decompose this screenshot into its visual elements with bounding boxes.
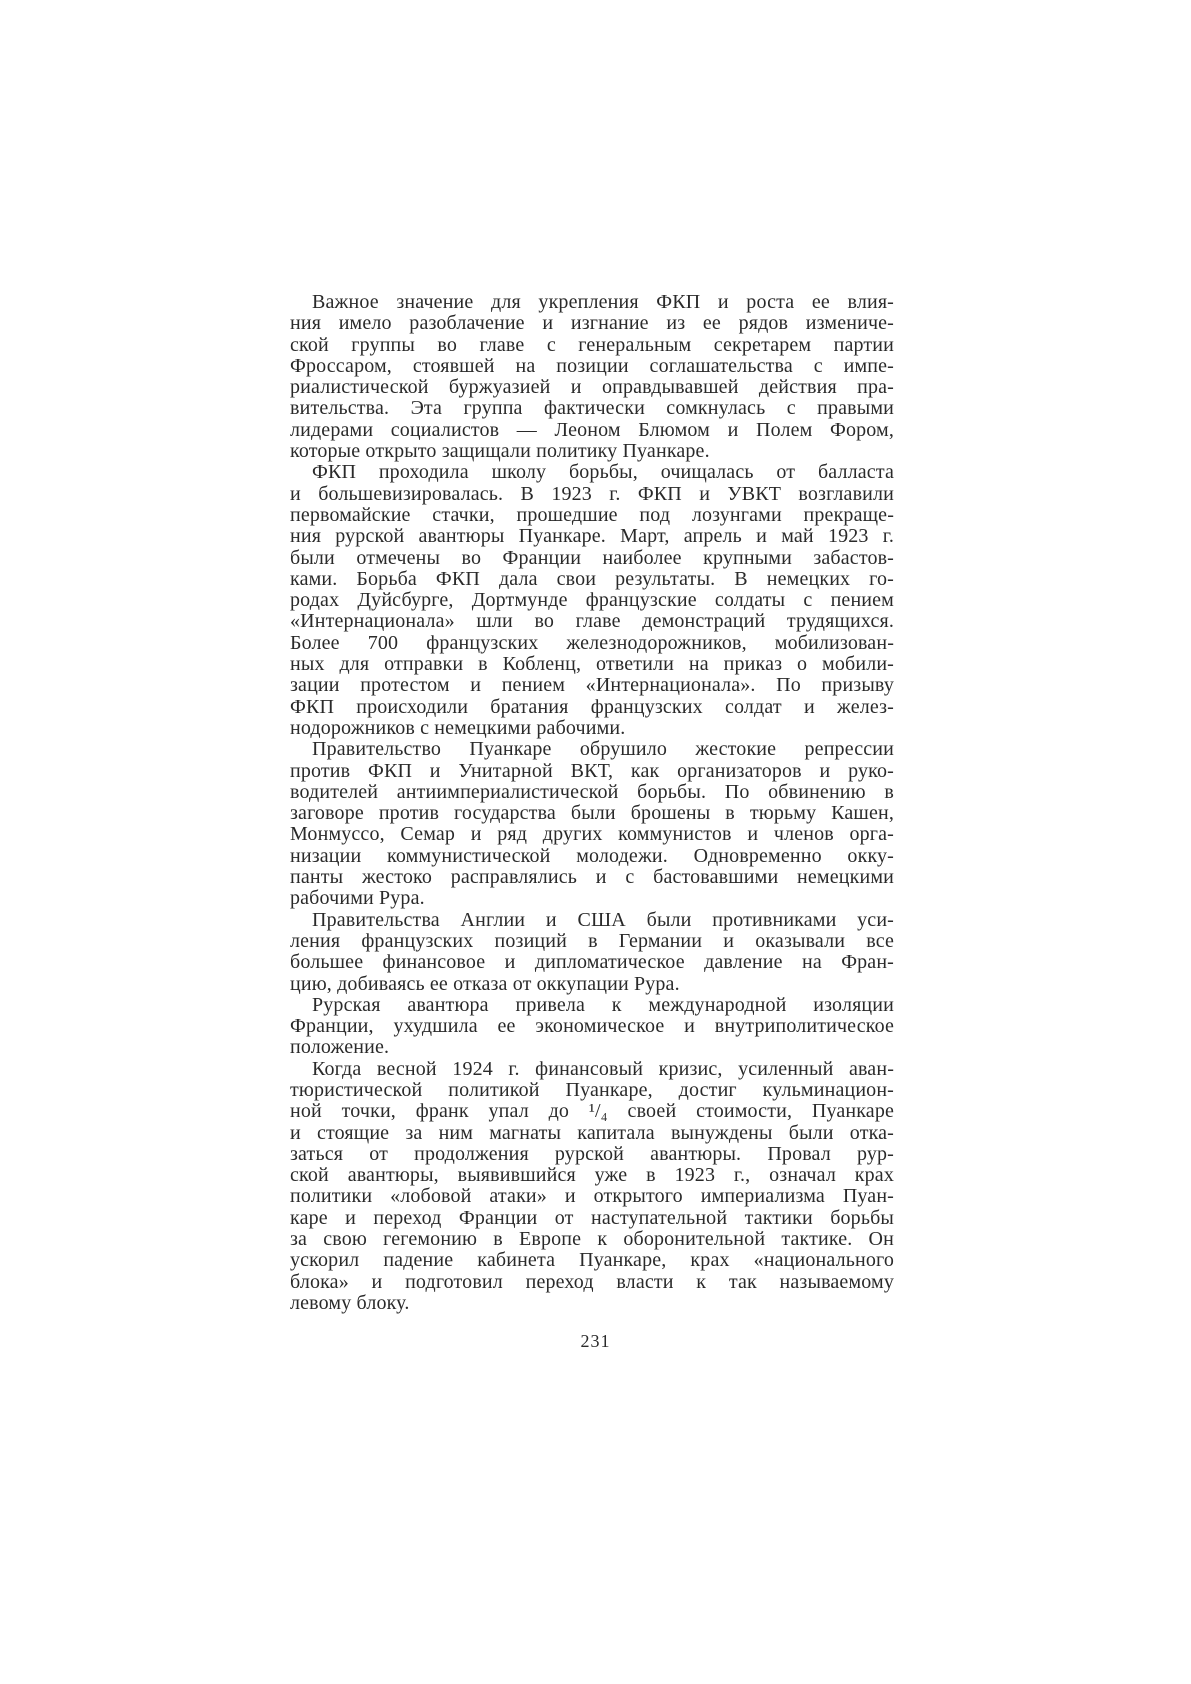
text-line: Фроссаром, стоявшей на позиции соглашательства с импе-: [290, 355, 894, 377]
paragraph: [290, 995, 894, 1059]
text-line: ления французских позиций в Германии и оказывали все: [290, 930, 894, 952]
text-line: большее финансовое и дипломатическое давление на Фран-: [290, 952, 894, 974]
text-line: зации протестом и пением «Интернационала». По призыву: [290, 675, 894, 697]
text-line: риалистической буржуазией и оправдывавшей действия пра-: [290, 377, 894, 399]
text-line: ния имело разоблачение и изгнание из ее рядов измениче-: [290, 313, 894, 335]
text-line: ФКП происходили братания французских солдат и желез-: [290, 696, 894, 718]
text-line: Правительства Англии и США были противниками уси-: [312, 909, 894, 931]
text-line: заться от продолжения рурской авантюры. Провал рур-: [290, 1143, 894, 1165]
text-line: лидерами социалистов — Леоном Блюмом и Полем Фором,: [290, 419, 894, 441]
text-line: нодорожников с немецкими рабочими.: [290, 717, 626, 739]
text-line: каре и переход Франции от наступательной тактики борьбы: [290, 1207, 894, 1229]
text-line: ния рурской авантюры Пуанкаре. Март, апрель и май 1923 г.: [290, 526, 894, 548]
text-line: которые открыто защищали политику Пуанкаре.: [290, 441, 710, 463]
text-line: ФКП проходила школу борьбы, очищалась от балласта: [312, 462, 894, 484]
text-line: рабочими Рура.: [290, 888, 425, 910]
text-line: Правительство Пуанкаре обрушило жестокие репрессии: [312, 739, 894, 761]
text-line: ных для отправки в Кобленц, ответили на приказ о мобили-: [290, 654, 894, 676]
text-line: ской группы во главе с генеральным секретарем партии: [290, 334, 894, 356]
body-text: [290, 292, 894, 1314]
text-line: Франции, ухудшила ее экономическое и внутриполитическое: [290, 1016, 894, 1038]
text-line: Рурская авантюра привела к международной изоляции: [312, 994, 894, 1016]
text-line: положение.: [290, 1037, 390, 1059]
paragraph: [290, 1059, 894, 1315]
paragraph: [290, 910, 894, 995]
text-line: блока» и подготовил переход власти к так называемому: [290, 1271, 894, 1293]
text-line: Монмуссо, Семар и ряд других коммунистов и членов орга-: [290, 824, 894, 846]
text-line: и большевизировалась. В 1923 г. ФКП и УВКТ возглавили: [290, 483, 894, 505]
text-line: ками. Борьба ФКП дала свои результаты. В немецких го-: [290, 568, 894, 590]
text-line: за свою гегемонию в Европе к оборонительной тактике. Он: [290, 1229, 894, 1251]
text-line: ской авантюры, выявившийся уже в 1923 г., означал крах: [290, 1165, 894, 1187]
text-line: Более 700 французских железнодорожников, мобилизован-: [290, 632, 894, 654]
text-line: против ФКП и Унитарной ВКТ, как организаторов и руко-: [290, 760, 894, 782]
text-line: заговоре против государства были брошены в тюрьму Кашен,: [290, 803, 894, 825]
text-line: низации коммунистической молодежи. Одновременно окку-: [290, 845, 894, 867]
text-line: и стоящие за ним магнаты капитала вынуждены были отка-: [290, 1122, 894, 1144]
text-line: ускорил падение кабинета Пуанкаре, крах «национального: [290, 1250, 894, 1272]
text-line: первомайские стачки, прошедшие под лозунгами прекраще-: [290, 504, 894, 526]
text-line: были отмечены во Франции наиболее крупными забастов-: [290, 547, 894, 569]
paragraph: [290, 739, 894, 909]
text-line: родах Дуйсбурге, Дортмунде французские солдаты с пением: [290, 590, 894, 612]
text-line: цию, добиваясь ее отказа от оккупации Рура.: [290, 973, 680, 995]
text-line: вительства. Эта группа фактически сомкнулась с правыми: [290, 398, 894, 420]
text-line: Когда весной 1924 г. финансовый кризис, усиленный аван-: [312, 1058, 894, 1080]
text-line: политики «лобовой атаки» и открытого империализма Пуан-: [290, 1186, 894, 1208]
paragraph: [290, 462, 894, 739]
text-line: ной точки, франк упал до ¹/₄ своей стоимости, Пуанкаре: [290, 1101, 894, 1123]
text-line: Важное значение для укрепления ФКП и роста ее влия-: [312, 292, 894, 313]
page-number: 231: [580, 1331, 611, 1351]
text-line: панты жестоко расправлялись и с бастовавшими немецкими: [290, 867, 894, 889]
paragraph: [290, 292, 894, 462]
text-line: водителей антиимпериалистической борьбы. По обвинению в: [290, 781, 894, 803]
text-line: тюристической политикой Пуанкаре, достиг кульминацион-: [290, 1079, 894, 1101]
text-line: «Интернационала» шли во главе демонстраций трудящихся.: [290, 611, 894, 633]
text-line: левому блоку.: [290, 1292, 410, 1314]
